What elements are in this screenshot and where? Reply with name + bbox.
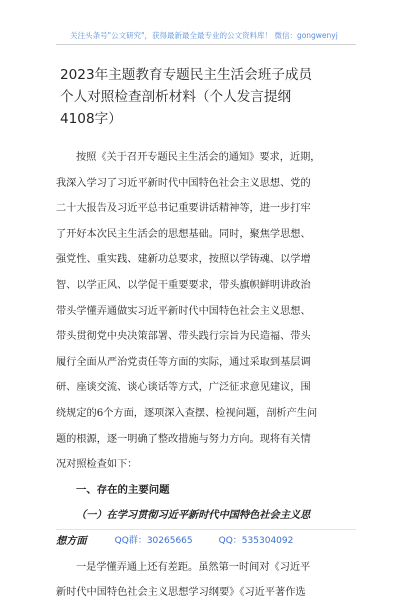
section-heading: 一、存在的主要问题 bbox=[76, 483, 170, 496]
title-line: 2023年主题教育专题民主生活会班子成员 bbox=[60, 67, 313, 83]
body-line: 带头贯彻党中央决策部署、带头践行宗旨为民造福、带头 bbox=[56, 331, 311, 343]
document-title bbox=[60, 64, 360, 130]
body-line: 题的根源，逐一明确了整改措施与努力方向。现将有关情 bbox=[56, 433, 311, 445]
body-line: 智、以学正风、以学促干重要要求，带头旗帜鲜明讲政治 bbox=[56, 279, 311, 291]
subsection-heading-continued: 想方面 bbox=[56, 534, 87, 547]
body-line: 我深入学习了习近平新时代中国特色社会主义思想、党的 bbox=[56, 177, 311, 189]
footer-qq: QQ：535304092 bbox=[218, 536, 294, 546]
body-line: 研、座谈交流、谈心谈话等方式，广泛征求意见建议，围 bbox=[56, 382, 311, 394]
footer-divider bbox=[56, 529, 356, 530]
body-line: 绕规定的6个方面，逐项深入查摆、检视问题，剖析产生问 bbox=[56, 407, 318, 419]
body-line: 况对照检查如下： bbox=[56, 459, 138, 471]
body-line: 新时代中国特色社会主义思想学习纲要》《习近平著作选 bbox=[56, 587, 306, 599]
footer-qq-group: QQ群：30265665 bbox=[114, 536, 193, 546]
body-line: 按照《关于召开专题民主生活会的通知》要求，近期， bbox=[76, 152, 321, 163]
body-line: 了开好本次民主生活会的思想基础。同时，聚焦学思想、 bbox=[56, 228, 311, 240]
header-note: 关注头条号"公文研究"，获得最新最全最专业的公文资料库！ 微信：gongwenyj bbox=[70, 31, 338, 40]
title-line: 个人对照检查剖析材料（个人发言提纲 bbox=[60, 89, 292, 105]
footer bbox=[0, 533, 408, 546]
body-line: 二十大报告及习近平总书记重要讲话精神等，进一步打牢 bbox=[56, 203, 311, 215]
body-line: 带头学懂弄通做实习近平新时代中国特色社会主义思想、 bbox=[56, 305, 311, 317]
body-line: 一是学懂弄通上还有差距。虽然第一时间对《习近平 bbox=[76, 561, 311, 573]
body-line: 履行全面从严治党责任等方面的实际，通过采取到基层调 bbox=[56, 356, 311, 368]
subsection-heading: （一）在学习贯彻习近平新时代中国特色社会主义思 bbox=[76, 509, 311, 522]
header-divider bbox=[56, 44, 356, 45]
body-line: 强党性、重实践、建新功总要求，按照以学铸魂、以学增 bbox=[56, 254, 311, 266]
title-line: 4108字） bbox=[60, 111, 122, 127]
